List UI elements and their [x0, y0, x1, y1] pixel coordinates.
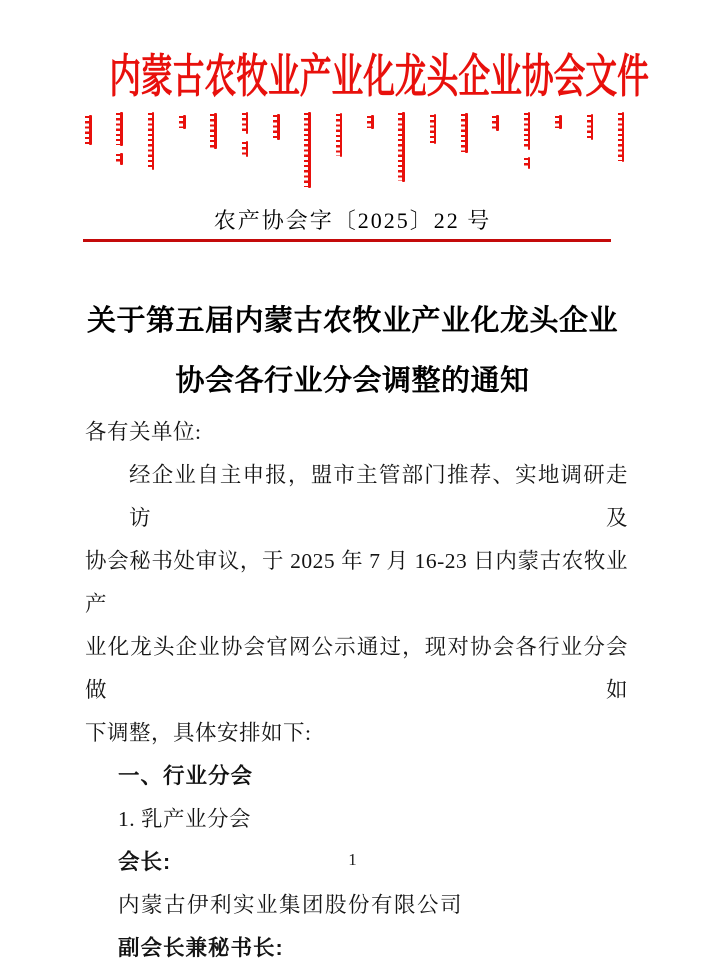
body-line: 下调整，具体安排如下:	[85, 721, 312, 745]
mongolian-glyph	[210, 113, 220, 149]
body-line: 副会长兼秘书长:	[118, 936, 284, 960]
mongolian-glyph	[242, 112, 252, 157]
notice-body	[85, 411, 628, 970]
body-line: 业化龙头企业协会官网公示通过，现对协会各行业分会做如	[85, 635, 628, 702]
body-line: 1. 乳产业分会	[118, 807, 252, 831]
notice-title-line2: 协会各行业分会调整的通知	[175, 365, 530, 397]
body-line: 会长:	[118, 850, 172, 874]
body-line: 协会秘书处审议，于 2025 年 7 月 16-23 日内蒙古农牧业产	[85, 549, 628, 616]
mongolian-glyph	[587, 114, 597, 140]
mongolian-glyph	[430, 114, 440, 144]
red-masthead-title: 内蒙古农牧业产业化龙头企业协会文件	[109, 51, 649, 102]
document-number: 农产协会字〔2025〕22 号	[213, 208, 492, 233]
mongolian-glyph	[555, 115, 565, 129]
mongolian-script-decoration	[85, 112, 628, 197]
body-line: 各有关单位:	[85, 420, 202, 444]
body-line: 内蒙古伊利实业集团股份有限公司	[118, 893, 464, 917]
mongolian-glyph	[116, 112, 126, 165]
mongolian-glyph	[618, 112, 628, 162]
mongolian-glyph	[398, 112, 408, 182]
mongolian-glyph	[273, 114, 283, 140]
red-divider-line	[83, 239, 611, 242]
mongolian-glyph	[179, 115, 189, 129]
notice-title	[0, 291, 705, 411]
mongolian-glyph	[148, 112, 158, 170]
page-number: 1	[348, 850, 357, 869]
mongolian-glyph	[492, 115, 502, 131]
body-line: 经企业自主申报，盟市主管部门推荐、实地调研走访及	[129, 463, 628, 530]
body-line: 一、行业分会	[118, 764, 254, 788]
mongolian-glyph	[85, 115, 95, 145]
notice-title-line1: 关于第五届内蒙古农牧业产业化龙头企业	[86, 305, 618, 337]
mongolian-glyph	[524, 112, 534, 169]
mongolian-glyph	[304, 112, 314, 188]
mongolian-glyph	[336, 113, 346, 157]
mongolian-glyph	[367, 115, 377, 129]
mongolian-glyph	[461, 113, 471, 153]
